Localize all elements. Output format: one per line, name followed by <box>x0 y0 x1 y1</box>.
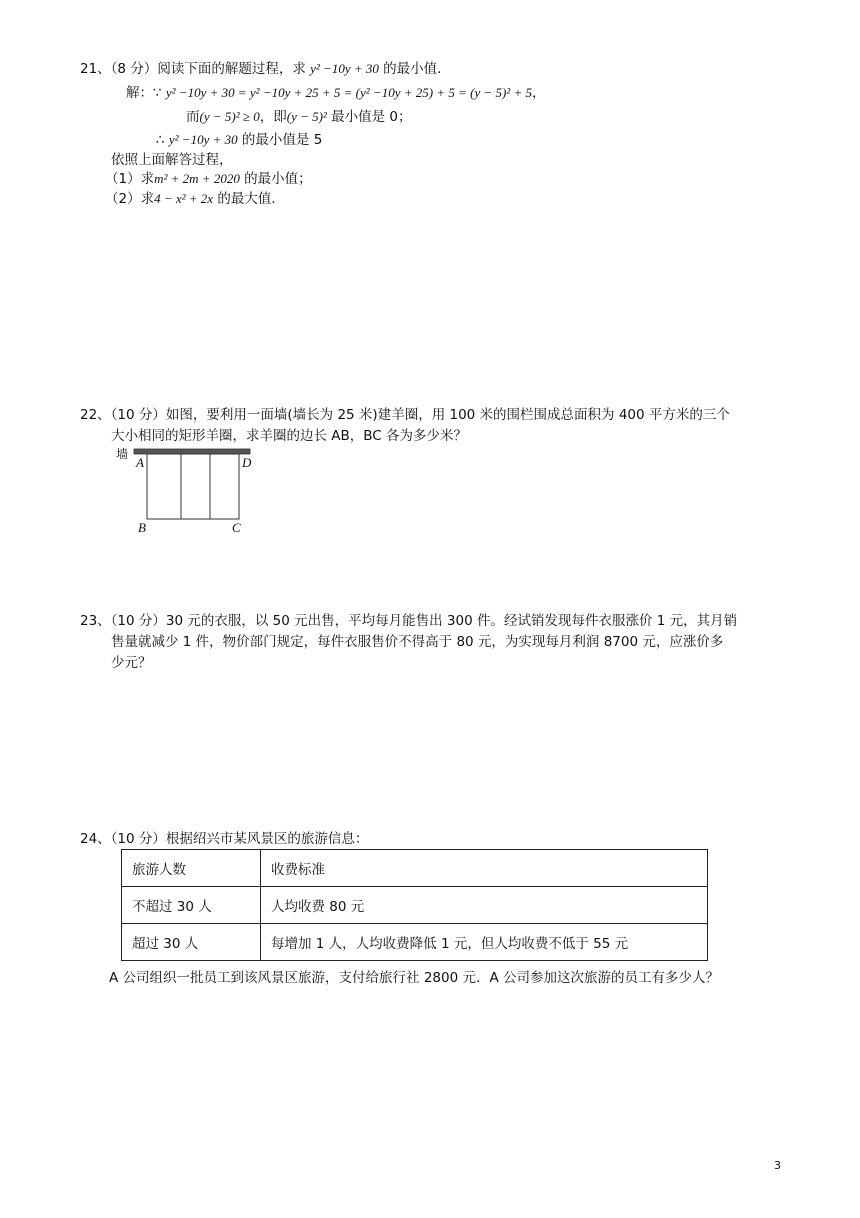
q21-number: 21、 <box>80 61 111 77</box>
q21-p2-expr: 4 − x² + 2x <box>154 191 214 206</box>
q21-l3-pre: ∴ <box>156 132 165 148</box>
q21-p2-pre: （2）求 <box>105 191 155 207</box>
q21-l2-pre: 而 <box>186 109 200 125</box>
q21-l2-end: 最小值是 0； <box>331 109 412 125</box>
q21-l2-expr1: (y − 5)² ≥ 0 <box>199 109 260 124</box>
table-cell: 人均收费 80 元 <box>261 887 708 924</box>
pen-outline <box>147 454 239 519</box>
q21-l2-mid: ，即 <box>259 109 287 125</box>
q23-line3: 少元？ <box>111 655 152 671</box>
table-header-cell: 收费标准 <box>261 850 708 887</box>
point-C: C <box>232 520 241 535</box>
table-row <box>122 887 708 924</box>
q21-solution-line1 <box>126 84 545 102</box>
q21-head <box>80 60 451 78</box>
q23-line1-text: （10 分）30 元的衣服，以 50 元出售，平均每月能售出 300 件。经试销发现每件衣服涨价 1 元，其月销 <box>110 613 738 629</box>
q21-l3-end: 的最小值是 5 <box>241 132 323 148</box>
q21-sol-end: ， <box>531 85 546 101</box>
q21-head-text: （8 分）阅读下面的解题过程，求 <box>110 61 306 77</box>
page-number: 3 <box>774 1159 781 1172</box>
table-cell: 不超过 30 人 <box>122 887 261 924</box>
q21-head-end: 的最小值． <box>383 61 451 77</box>
q21-p1-pre: （1）求 <box>105 171 155 187</box>
q21-p1-end: 的最小值； <box>244 171 312 187</box>
q22-line1-text: （10 分）如图，要利用一面墙(墙长为 25 米)建羊圈，用 100 米的围栏围成总面积为 400 平方米的三个 <box>110 407 730 423</box>
q21-l2-expr2: (y − 5)² <box>286 109 327 124</box>
q22-number: 22、 <box>80 407 111 423</box>
table-header-row <box>122 850 708 887</box>
q24-intro-text: （10 分）根据绍兴市某风景区的旅游信息： <box>110 831 369 847</box>
q21-solution-line3 <box>156 131 322 149</box>
q21-p2-end: 的最大值． <box>217 191 285 207</box>
q21-l3-expr: y² −10y + 30 <box>168 132 238 147</box>
q23-number: 23、 <box>80 613 111 629</box>
table-header-cell: 旅游人数 <box>122 850 261 887</box>
q21-solution-line2 <box>186 108 412 126</box>
point-B: B <box>138 520 146 535</box>
q23-line1 <box>80 612 737 630</box>
q21-sol-expr: y² −10y + 30 = y² −10y + 25 + 5 = (y² −10y + 25) + 5 = (y − 5)² + 5 <box>165 85 532 100</box>
wall-label: 墙 <box>116 447 129 461</box>
table-cell: 每增加 1 人，人均收费降低 1 元，但人均收费不低于 55 元 <box>261 924 708 961</box>
q21-part2 <box>105 190 285 208</box>
q21-part1 <box>105 170 312 188</box>
q24-intro <box>80 830 368 848</box>
wall <box>134 449 250 454</box>
q21-instruction: 依照上面解答过程， <box>111 152 233 168</box>
q24-fee-table <box>121 849 708 961</box>
q24-question: A 公司组织一批员工到该风景区旅游，支付给旅行社 2800 元．A 公司参加这次旅游的员工有多少人？ <box>109 970 719 986</box>
point-D: D <box>242 455 252 470</box>
q22-line1 <box>80 406 730 424</box>
q21-p1-expr: m² + 2m + 2020 <box>154 171 240 186</box>
q22-line2: 大小相同的矩形羊圈，求羊圈的边长 AB，BC 各为多少米？ <box>111 428 468 444</box>
point-A: A <box>136 455 144 470</box>
q24-number: 24、 <box>80 831 111 847</box>
q21-sol-label: 解：∵ <box>126 85 162 101</box>
table-row <box>122 924 708 961</box>
q23-line2: 售量就减少 1 件，物价部门规定，每件衣服售价不得高于 80 元，为实现每月利润 8700 元，应涨价多 <box>111 634 724 650</box>
table-cell: 超过 30 人 <box>122 924 261 961</box>
q21-expr: y² −10y + 30 <box>310 61 379 76</box>
q22-pen-figure <box>110 442 270 540</box>
